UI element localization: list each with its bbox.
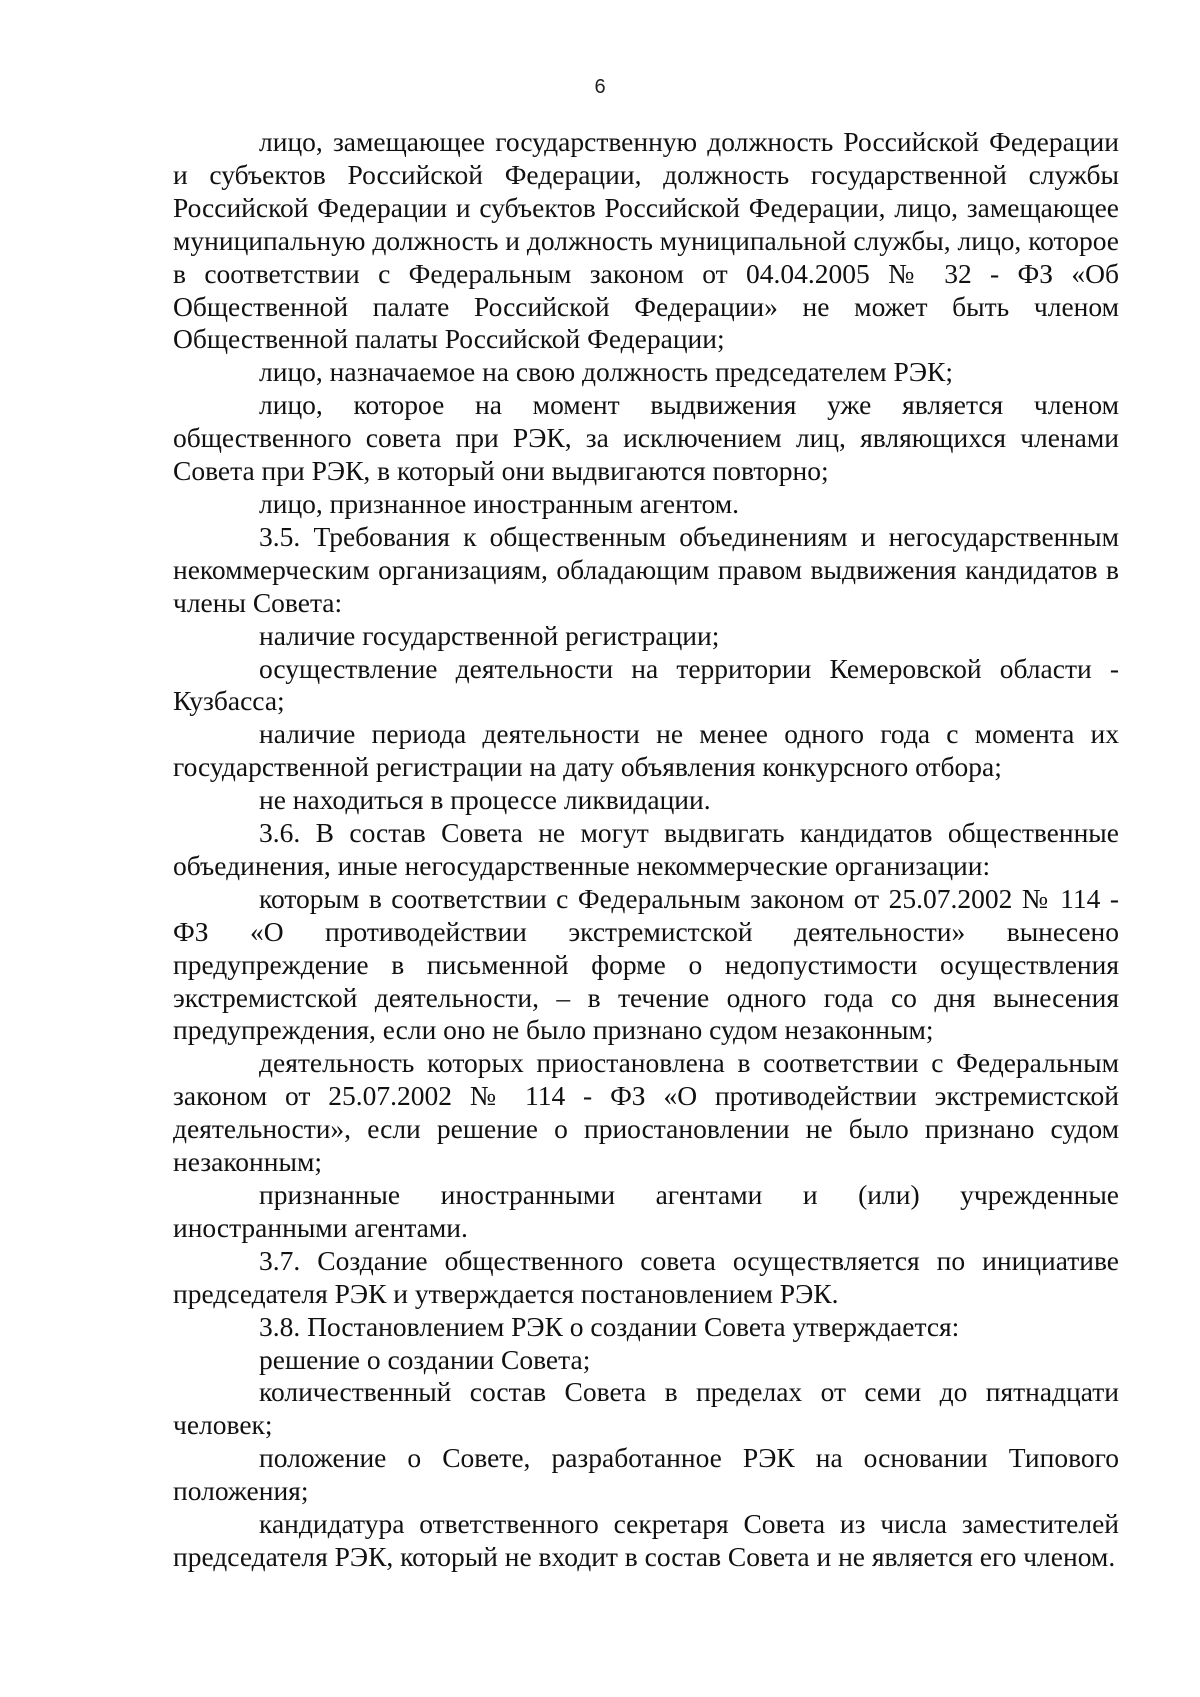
paragraph-3-8-resolution: 3.8. Постановлением РЭК о создании Совета утверждается: (259, 1310, 960, 1342)
paragraph-3-7-creation: 3.7. Создание общественного совета осуществляется по инициативе председателя РЭК и утверждается постановлением РЭК. (173, 1244, 1119, 1309)
document-body (173, 126, 1119, 1574)
paragraph-extremism-warning: которым в соответствии с Федеральным законом от 25.07.2002 № 114 - ФЗ «О противодействии экстремистской деятельности» вынесено предупреждение в письменной форме о недопустимости осуществления экстремистской деятельности, – в течение одного года со дня вынесения предупреждения, если оно не было признано судом незаконным; (173, 882, 1119, 1046)
paragraph-3-5-requirements: 3.5. Требования к общественным объединениям и негосударственным некоммерческим организациям, обладающим правом выдвижения кандидатов в члены Совета: (173, 520, 1119, 618)
paragraph-not-liquidating: не находиться в процессе ликвидации. (259, 784, 711, 816)
paragraph-officials-ineligible: лицо, замещающее государственную должность Российской Федерации и субъектов Российской Федерации, должность государственной службы Российской Федерации и субъектов Российской Федерации, лицо, замещающее муниципальную должность и должность муниципальной службы, лицо, которое в соответствии с Федеральным законом от 04.04.2005 № 32 - ФЗ «Об Общественной палате Российской Федерации» не может быть членом Общественной палаты Российской Федерации; (173, 126, 1119, 355)
page-number: 6 (594, 76, 606, 98)
paragraph-territory: осуществление деятельности на территории Кемеровской области - Кузбасса; (173, 652, 1119, 717)
paragraph-3-6-restrictions: 3.6. В состав Совета не могут выдвигать кандидатов общественные объединения, иные негосударственные некоммерческие организации: (173, 817, 1119, 881)
paragraph-registration: наличие государственной регистрации; (259, 619, 720, 651)
paragraph-secretary-candidate: кандидатура ответственного секретаря Совета из числа заместителей председателя РЭК, который не входит в состав Совета и не является его членом. (173, 1508, 1119, 1572)
paragraph-appointee-ineligible: лицо, назначаемое на свою должность председателем РЭК; (259, 356, 953, 388)
paragraph-foreign-agent-ineligible: лицо, признанное иностранным агентом. (259, 487, 740, 519)
paragraph-existing-member-ineligible: лицо, которое на момент выдвижения уже является членом общественного совета при РЭК, за исключением лиц, являющихся членами Совета при РЭК, в который они выдвигаются повторно; (173, 389, 1119, 487)
paragraph-council-regulation: положение о Совете, разработанное РЭК на основании Типового положения; (173, 1442, 1119, 1507)
paragraph-council-size: количественный состав Совета в пределах от семи до пятнадцати человек; (173, 1376, 1119, 1441)
paragraph-activity-suspended: деятельность которых приостановлена в соответствии с Федеральным законом от 25.07.2002 № 114 - ФЗ «О противодействии экстремистской деятельности», если решение о приостановлении не было признано судом незаконным; (173, 1047, 1119, 1178)
paragraph-foreign-agents-org: признанные иностранными агентами и (или) учрежденные иностранными агентами. (173, 1179, 1119, 1243)
paragraph-activity-period: наличие периода деятельности не менее одного года с момента их государственной регистрации на дату объявления конкурсного отбора; (173, 718, 1119, 783)
paragraph-creation-decision: решение о создании Совета; (259, 1343, 591, 1375)
